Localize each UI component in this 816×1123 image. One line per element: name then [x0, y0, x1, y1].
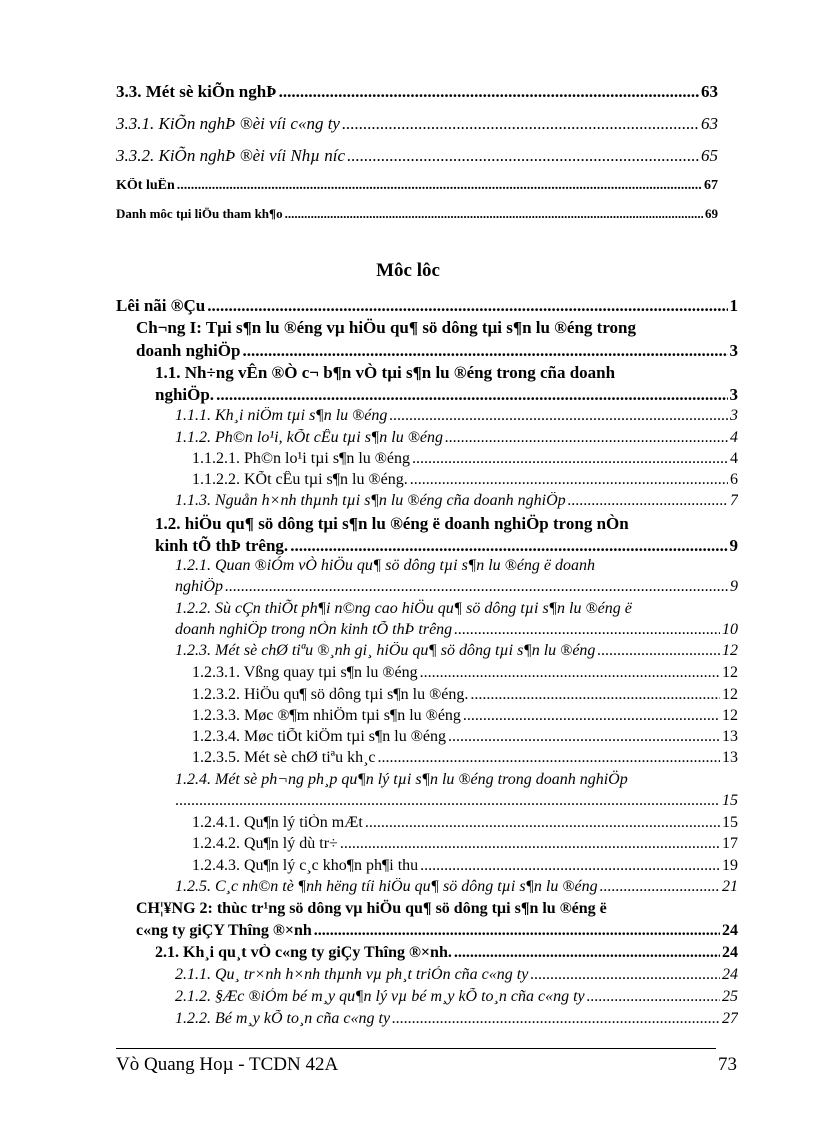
toc-entry-text: 1.2.4.1. Qu¶n lý tiÒn mÆt: [192, 814, 363, 831]
toc-row: [175, 578, 738, 596]
toc-row: [136, 341, 738, 361]
toc-row: [192, 749, 738, 767]
toc-row: [175, 878, 738, 896]
toc-row: [175, 492, 738, 510]
toc-row: [192, 664, 738, 682]
toc-row: [175, 988, 738, 1006]
toc-page-number: 63: [701, 82, 718, 101]
toc-row: [192, 471, 738, 489]
toc-page-number: 3: [730, 407, 738, 424]
toc-entry-text: 3.3.1. KiÕn nghÞ ®èi víi c«ng ty: [116, 114, 340, 133]
toc-entry-text: 1.2.3.1. Vßng quay tµi s¶n lu ®éng: [192, 664, 418, 681]
toc-entry-text: Lêi nãi ®Çu: [116, 296, 206, 315]
toc-entry-text: kinh tÕ thÞ trêng.: [155, 536, 289, 555]
toc-row: [116, 296, 738, 316]
toc-entry-text: Ch¬ng I: Tµi s¶n lu ®éng vµ hiÖu qu¶ sö dông tµi s¶n lu ®éng trong: [136, 318, 637, 337]
toc-entry-text: 1.2.3. Mét sè chØ tiªu ®¸nh gi¸ hiÖu qu¶ sö dông tµi s¶n lu ®éng: [175, 642, 596, 659]
toc-row: [175, 1010, 738, 1028]
toc-page-number: 7: [730, 492, 738, 509]
toc-entry-text: 1.2.2. Sù cÇn thiÕt ph¶i n©ng cao hiÖu qu¶ sö dông tµi s¶n lu ®éng ë: [175, 600, 632, 617]
toc-page-number: 12: [722, 642, 738, 659]
toc-entry-text: CH¦¥NG 2: thùc tr¹ng sö dông vµ hiÖu qu¶ sö dông tµi s¶n lu ®éng ë: [136, 900, 607, 917]
toc-entry-text: 1.1.3. Nguån h×nh thµnh tµi s¶n lu ®éng cña doanh nghiÖp: [175, 492, 566, 509]
toc-row: [192, 686, 738, 704]
toc-row: [192, 857, 738, 875]
toc-row: [192, 707, 738, 725]
toc-page-number: 65: [701, 146, 718, 165]
toc-entry-text: 1.1.2.1. Ph©n lo¹i tµi s¶n lu ®éng: [192, 450, 411, 467]
toc-entry-text: 1.2.3.5. Mét sè chØ tiªu kh¸c: [192, 749, 376, 766]
toc-page-number: 67: [704, 178, 718, 193]
toc-page-number: 9: [729, 536, 738, 555]
toc-row: [155, 385, 738, 405]
toc-page-number: 9: [730, 578, 738, 595]
toc-entry-text: 1.2.3.4. Møc tiÕt kiÖm tµi s¶n lu ®éng: [192, 728, 446, 745]
toc-row: [192, 835, 738, 853]
toc-entry-text: 1.2.4.3. Qu¶n lý c¸c kho¶n ph¶i thu: [192, 857, 419, 874]
toc-entry-text: nghiÖp: [175, 578, 223, 595]
footer-divider: [116, 1048, 716, 1049]
toc-row: [175, 621, 738, 639]
toc-page-number: 69: [705, 206, 718, 221]
toc-page-number: 4: [730, 450, 738, 467]
toc-page-number: 19: [722, 857, 738, 874]
toc-row: [175, 429, 738, 447]
toc-page-number: 1: [729, 296, 738, 315]
toc-entry-text: 1.1. Nh÷ng vÊn ®Ò c¬ b¶n vÒ tµi s¶n lu ®éng trong cña doanh: [155, 363, 616, 382]
toc-entry-text: 1.2. hiÖu qu¶ sö dông tµi s¶n lu ®éng ë doanh nghiÖp trong nÒn: [155, 514, 629, 533]
toc-row: [155, 536, 738, 556]
footer-author: Vò Quang Hoµ - TCDN 42A: [116, 1054, 339, 1075]
toc-page-number: 24: [722, 944, 738, 961]
toc-page-number: 24: [722, 922, 738, 939]
toc-page-number: 12: [722, 707, 738, 724]
toc-entry-text: 3.3.2. KiÕn nghÞ ®èi víi Nhµ níc: [116, 146, 346, 165]
toc-page-number: 10: [722, 621, 738, 638]
toc-entry-text: nghiÖp.: [155, 385, 215, 404]
toc-page-number: 25: [722, 988, 738, 1005]
toc-entry-text: 2.1.2. §Æc ®iÓm bé m¸y qu¶n lý vµ bé m¸y kÕ to¸n cña c«ng ty: [175, 988, 585, 1005]
toc-entry-text: 2.1.1. Qu¸ tr×nh h×nh thµnh vµ ph¸t triÓn cña c«ng ty: [175, 966, 529, 983]
toc-page-number: 15: [722, 792, 738, 809]
toc-entry-text: 1.2.4. Mét sè ph¬ng ph¸p qu¶n lý tµi s¶n lu ®éng trong doanh nghiÖp: [175, 771, 628, 788]
toc-top-row-2: [116, 114, 718, 134]
toc-entry-text: c«ng ty giÇY Thîng ®×nh: [136, 922, 312, 939]
toc-row: [155, 944, 738, 962]
toc-page-number: 13: [722, 728, 738, 745]
toc-entry-text: doanh nghiÖp trong nÒn kinh tÕ thÞ trêng: [175, 621, 453, 638]
toc-page-number: 6: [730, 471, 738, 488]
toc-row: [192, 728, 738, 746]
toc-row: [175, 966, 738, 984]
toc-page-number: 24: [722, 966, 738, 983]
toc-entry-text: 1.1.1. Kh¸i niÖm tµi s¶n lu ®éng: [175, 407, 388, 424]
toc-entry-text: Danh môc tµi liÖu tham kh¶o: [116, 206, 283, 221]
toc-row: [192, 814, 738, 832]
toc-top-row-1: [116, 82, 718, 102]
toc-row: [175, 792, 738, 810]
toc-row: [175, 642, 738, 660]
toc-entry-text: 1.2.4.2. Qu¶n lý dù tr÷: [192, 835, 338, 852]
toc-entry-text: 1.2.1. Quan ®iÓm vÒ hiÖu qu¶ sö dông tµi s¶n lu ®éng ë doanh: [175, 557, 596, 574]
toc-page-number: 13: [722, 749, 738, 766]
toc-page-number: 4: [730, 429, 738, 446]
toc-page-number: 12: [722, 686, 738, 703]
toc-row: [192, 450, 738, 468]
toc-page-number: 3: [729, 385, 738, 404]
toc-page-number: 63: [701, 114, 718, 133]
toc-page-number: 21: [722, 878, 738, 895]
toc-page-number: 17: [722, 835, 738, 852]
toc-entry-text: 1.2.3.2. HiÖu qu¶ sö dông tµi s¶n lu ®éng.: [192, 686, 469, 703]
toc-entry-text: 1.2.5. C¸c nh©n tè ¶nh hëng tíi hiÖu qu¶ sö dông tµi s¶n lu ®éng: [175, 878, 598, 895]
page-title: Môc lôc: [376, 260, 440, 281]
toc-page-number: 3: [729, 341, 738, 360]
toc-page-number: 12: [722, 664, 738, 681]
toc-entry-text: KÕt luËn: [116, 178, 175, 193]
toc-top-row-4: [116, 178, 718, 194]
toc-entry-text: 1.1.2. Ph©n lo¹i, kÕt cÊu tµi s¶n lu ®éng: [175, 429, 443, 446]
toc-top-row-5: [116, 206, 718, 222]
toc-entry-text: doanh nghiÖp: [136, 341, 241, 360]
footer-page-number: 73: [718, 1054, 737, 1075]
toc-page-number: 15: [722, 814, 738, 831]
toc-entry-text: 1.1.2.2. KÕt cÊu tµi s¶n lu ®éng.: [192, 471, 408, 488]
toc-page-number: 27: [722, 1010, 738, 1027]
toc-entry-text: 1.2.3.3. Møc ®¶m nhiÖm tµi s¶n lu ®éng: [192, 707, 461, 724]
toc-top-row-3: [116, 146, 718, 166]
toc-entry-text: 2.1. Kh¸i qu¸t vÒ c«ng ty giÇy Thîng ®×nh.: [155, 944, 452, 961]
toc-row: [175, 407, 738, 425]
toc-entry-text: 1.2.2. Bé m¸y kÕ to¸n cña c«ng ty: [175, 1010, 391, 1027]
toc-row: [136, 922, 738, 940]
toc-entry-text: 3.3. Mét sè kiÕn nghÞ: [116, 82, 277, 101]
